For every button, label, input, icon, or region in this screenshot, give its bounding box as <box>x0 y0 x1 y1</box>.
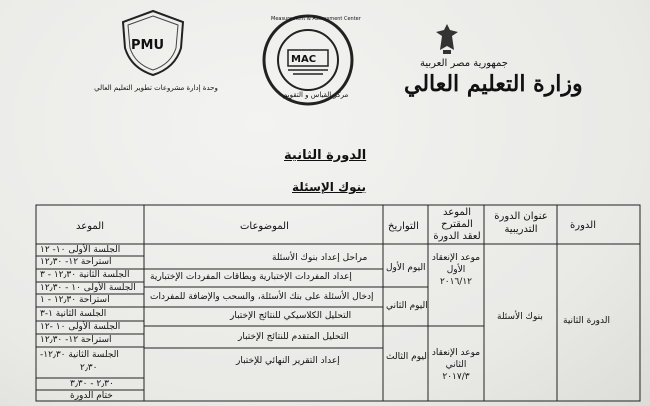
mac-bottom-text: مركز القياس و التقويم <box>283 91 349 99</box>
topic-4: التحليل الكلاسيكي للنتائج الإختبار <box>230 311 352 321</box>
schedule-row: الجلسة الثانية ١٢٫٣٠- <box>40 350 119 360</box>
header-training-title-1: عنوان الدورة <box>494 211 548 222</box>
header-topics: الموضوعات <box>240 221 289 232</box>
first-date-line-1: موعد الإنعقاد <box>431 253 481 263</box>
schedule-row: استراحة ١٢- ١٢٫٣٠ <box>40 257 112 267</box>
header-times: التواريخ <box>388 221 419 232</box>
course-title: الدورة الثانية <box>284 148 367 163</box>
second-date-line-2: الثاني <box>445 360 467 370</box>
egypt-eagle-emblem-icon <box>434 22 460 56</box>
first-date-line-2: الأول <box>446 265 466 275</box>
day-2-label: اليوم الثاني <box>386 301 428 311</box>
schedule-row: الجلسة الثانية ١-٣ <box>40 309 107 319</box>
mac-logo-text: MAC <box>291 54 317 65</box>
schedule-row: ختام الدورة <box>70 391 113 401</box>
schedule-row: ٢٫٣٠ <box>80 363 98 373</box>
topic-1: مراحل إعداد بنوك الأسئلة <box>272 253 368 263</box>
day-1-label: اليوم الأول <box>386 263 426 273</box>
header-training-title-2: التدريبية <box>504 224 538 235</box>
schedule-row: ٢٫٣٠ - ٣٫٣٠ <box>70 379 114 389</box>
header-proposed-date-1: الموعد <box>443 207 471 218</box>
topic-3: إدخال الأسئلة على بنك الأسئلة، والسحب والإضافة للمفردات <box>150 292 374 302</box>
topic-5: التحليل المتقدم للنتائج الإختبار <box>238 332 349 342</box>
section-title: بنوك الإسئلة <box>292 180 367 194</box>
schedule-row: الجلسة الثانية ١٢٫٣٠ - ٣ <box>40 270 130 280</box>
ministry-title: وزارة التعليم العالي <box>404 71 583 97</box>
schedule-row: استراحة ١٢- ١٢٫٣٠ <box>40 335 112 345</box>
header-proposed-date-3: لعقد الدورة <box>433 231 481 242</box>
pmu-logo-text: PMU <box>131 38 165 53</box>
course-name-cell: الدورة الثانية <box>563 316 610 326</box>
second-date-line-3: ٢٠١٧/٣ <box>442 372 470 382</box>
topic-6: إعداد التقرير النهائي للإختبار <box>236 356 340 366</box>
schedule-row: الجلسة الأولى ١٠ - ١٢٫٣٠ <box>40 283 136 293</box>
first-date-line-3: ٢٠١٦/١٢ <box>439 277 473 287</box>
header-schedule: الموعد <box>76 221 104 232</box>
schedule-row: الجلسة الأولى ١٠ -١٢ <box>40 322 121 332</box>
mac-top-text: Measurement & Assessment Center <box>271 16 361 22</box>
training-name-cell: بنوك الأسئلة <box>497 312 543 322</box>
header-course: الدورة <box>570 220 596 231</box>
topic-2: إعداد المفردات الإختبارية وبطاقات المفردات الإختبارية <box>150 272 352 282</box>
schedule-row: الجلسة الأولى ١٠- ١٢ <box>40 245 121 255</box>
ministry-subtitle: جمهورية مصر العربية <box>420 58 508 69</box>
header-proposed-date-2: المقترح <box>441 219 473 230</box>
schedule-row: استراحة ١٢٫٣٠ - ١ <box>40 295 110 305</box>
day-3-label: اليوم الثالث <box>386 352 430 362</box>
second-date-line-1: موعد الإنعقاد <box>431 348 481 358</box>
pmu-caption: وحدة إدارة مشروعات تطوير التعليم العالي <box>94 84 218 92</box>
